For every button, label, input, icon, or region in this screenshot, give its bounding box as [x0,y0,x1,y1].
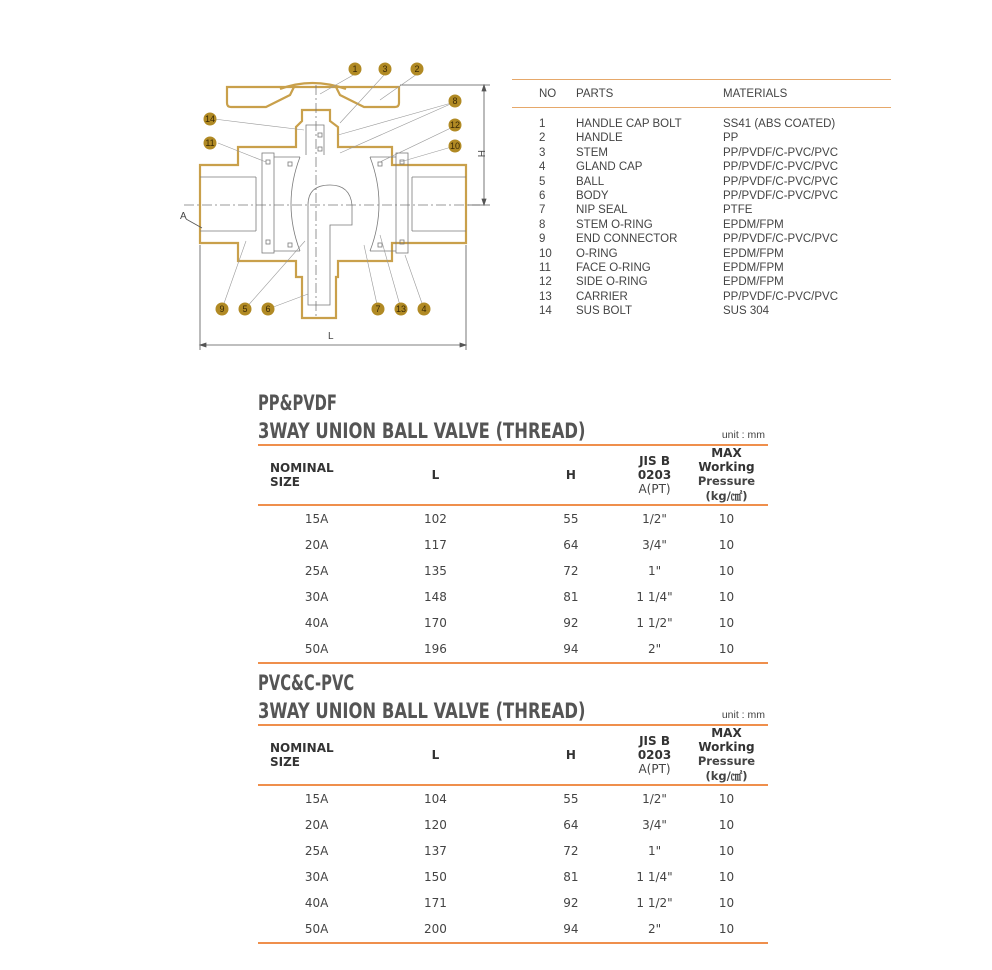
parts-header-materials: MATERIALS [723,87,788,100]
callout-3 [379,63,392,76]
part-name: NIP SEAL [576,204,628,217]
cell-thread-a: 2" [647,642,662,656]
material-title: PVC&C-PVC [258,671,355,695]
valve-body-outline [200,83,466,318]
cell-max-pressure: 10 [718,642,735,656]
header-max-sub: Pressure (kg/㎠) [697,474,756,503]
part-no: 2 [539,132,546,145]
part-material: SUS 304 [723,305,770,318]
material-title: PP&PVDF [258,391,337,415]
part-material: PP/PVDF/C-PVC/PVC [723,146,839,159]
header-jis-label: JIS B 0203 [637,454,672,482]
callout-2 [411,63,424,76]
svg-text:2: 2 [414,64,420,74]
cell-l: 148 [423,590,447,604]
callout-6 [262,303,275,316]
cell-thread-a: 1 1/2" [636,616,673,630]
parts-row [512,160,891,174]
header-nominal-size: NOMINAL SIZE [270,741,334,769]
cell-l: 120 [423,818,447,832]
cell-max-pressure: 10 [718,564,735,578]
part-name: FACE O-RING [576,261,651,274]
product-title: 3WAY UNION BALL VALVE (THREAD) [258,699,586,723]
svg-text:7: 7 [375,304,381,314]
cell-h: 94 [563,922,579,936]
part-name: HANDLE CAP BOLT [576,118,682,130]
svg-text:11: 11 [205,138,215,148]
part-no: 13 [539,290,552,303]
cell-h: 92 [563,896,579,910]
cell-thread-a: 1 1/2" [636,896,673,910]
header-max-pressure [685,445,768,505]
cell-thread-a: 2" [647,922,662,936]
dimension-l-label: L [328,331,334,342]
cell-nominal-size: 20A [304,538,329,552]
unit-label: unit : mm [721,429,765,441]
table-row [258,558,768,584]
cell-h: 72 [563,844,579,858]
cell-l: 104 [423,792,447,806]
product-title: 3WAY UNION BALL VALVE (THREAD) [258,419,586,443]
table-row [258,505,768,532]
part-no: 14 [539,305,552,318]
dimension-h-label: H [475,150,486,158]
cell-h: 55 [563,792,579,806]
header-jis [624,725,685,785]
part-name: O-RING [576,247,618,260]
callout-7 [372,303,385,316]
callout-leader-lines [214,74,458,309]
svg-text:12: 12 [449,120,461,130]
parts-row [512,203,891,217]
parts-header-no: NO [539,87,557,100]
part-material: PP/PVDF/C-PVC/PVC [723,189,839,202]
part-no: 8 [539,218,546,231]
part-no: 11 [539,261,551,274]
svg-text:1: 1 [352,64,358,74]
cell-max-pressure: 10 [718,590,735,604]
part-material: EPDM/FPM [723,218,784,231]
parts-row [512,189,891,203]
svg-text:5: 5 [242,304,248,314]
parts-list-table [512,79,891,318]
header-jis [624,445,685,505]
cell-thread-a: 1 1/4" [636,590,673,604]
header-jis-sub: A(PT) [638,762,671,776]
parts-row [512,275,891,289]
cell-l: 150 [423,870,447,884]
callout-11 [204,137,217,150]
part-material: PP/PVDF/C-PVC/PVC [723,161,839,174]
part-no: 6 [539,189,546,202]
cell-h: 81 [563,870,579,884]
cell-thread-a: 1" [647,844,662,858]
parts-row [512,146,891,160]
table-row [258,636,768,663]
cell-max-pressure: 10 [718,792,735,806]
part-material: PTFE [723,204,753,217]
table-row [258,532,768,558]
part-material: PP/PVDF/C-PVC/PVC [723,290,839,303]
part-no: 9 [539,233,546,246]
cell-h: 94 [563,642,579,656]
cell-nominal-size: 50A [304,922,329,936]
part-name: END CONNECTOR [576,233,678,246]
cell-l: 135 [423,564,447,578]
part-material: PP/PVDF/C-PVC/PVC [723,175,839,188]
header-jis-sub: A(PT) [638,482,671,496]
cell-nominal-size: 25A [304,844,329,858]
cell-nominal-size: 50A [304,642,329,656]
part-name: STEM O-RING [576,218,653,231]
cell-h: 55 [563,512,579,526]
cell-max-pressure: 10 [718,896,735,910]
callout-10 [449,140,462,153]
parts-row [512,247,891,261]
table-row [258,864,768,890]
cell-h: 64 [563,538,579,552]
cell-l: 137 [423,844,447,858]
part-material: EPDM/FPM [723,247,784,260]
header-l: L [431,468,440,482]
part-no: 3 [539,146,546,159]
part-no: 10 [539,247,552,260]
part-material: PP [723,132,739,145]
cell-l: 117 [423,538,447,552]
header-max-label: MAX Working [698,446,755,474]
cell-max-pressure: 10 [718,870,735,884]
part-name: GLAND CAP [576,161,643,174]
header-max-pressure [685,725,768,785]
parts-row [512,232,891,246]
header-h: H [565,748,576,762]
parts-row [512,218,891,232]
part-material: EPDM/FPM [723,276,784,289]
cell-h: 81 [563,590,579,604]
cell-max-pressure: 10 [718,818,735,832]
callout-14 [204,113,217,126]
part-material: PP/PVDF/C-PVC/PVC [723,233,839,246]
cell-nominal-size: 30A [304,590,329,604]
parts-row [512,117,891,131]
cell-l: 196 [423,642,447,656]
dimension-table-header [258,725,768,785]
svg-text:10: 10 [449,141,461,151]
spec-section-pp-pvdf [258,388,768,656]
part-name: STEM [576,146,608,159]
part-name: CARRIER [576,290,628,303]
parts-row [512,261,891,275]
cell-thread-a: 1" [647,564,662,578]
part-name: HANDLE [576,132,623,145]
cell-max-pressure: 10 [718,538,735,552]
svg-text:8: 8 [452,96,458,106]
callout-4 [418,303,431,316]
callout-9 [216,303,229,316]
cell-max-pressure: 10 [718,844,735,858]
part-name: SUS BOLT [576,305,633,318]
part-name: BALL [576,175,605,188]
cell-thread-a: 1 1/4" [636,870,673,884]
cell-l: 102 [423,512,447,526]
parts-header-row [512,80,891,108]
part-name: BODY [576,189,609,202]
dimension-a-label: A [180,211,187,222]
cell-nominal-size: 20A [304,818,329,832]
table-row [258,584,768,610]
callout-13 [395,303,408,316]
header-jis-label: JIS B 0203 [637,734,672,762]
part-no: 12 [539,276,552,289]
cell-thread-a: 1/2" [642,792,667,806]
cell-max-pressure: 10 [718,512,735,526]
cell-max-pressure: 10 [718,922,735,936]
part-no: 7 [539,204,546,217]
part-name: SIDE O-RING [576,276,648,289]
part-no: 5 [539,175,546,188]
part-no: 4 [539,161,546,174]
parts-row [512,304,891,318]
svg-text:3: 3 [382,64,388,74]
dimension-table [258,444,768,664]
cell-max-pressure: 10 [718,616,735,630]
dimension-table-header [258,445,768,505]
header-h: H [565,468,576,482]
unit-label: unit : mm [721,709,765,721]
cell-nominal-size: 15A [304,792,329,806]
table-row [258,812,768,838]
callout-5 [239,303,252,316]
dimension-table [258,724,768,944]
cell-nominal-size: 30A [304,870,329,884]
parts-header-parts: PARTS [576,87,614,100]
part-material: SS41 (ABS COATED) [723,118,836,130]
cell-h: 72 [563,564,579,578]
valve-cross-section-diagram [180,55,500,355]
cell-nominal-size: 40A [304,616,329,630]
parts-rows [512,108,891,318]
svg-text:4: 4 [421,304,427,314]
header-l: L [431,748,440,762]
spec-section-pvc-cpvc [258,668,768,936]
header-nominal-size: NOMINAL SIZE [270,461,334,489]
parts-row [512,175,891,189]
cell-h: 92 [563,616,579,630]
table-row [258,610,768,636]
cell-nominal-size: 25A [304,564,329,578]
valve-internal-lines [184,85,480,317]
cell-h: 64 [563,818,579,832]
part-no: 1 [539,118,546,130]
part-material: EPDM/FPM [723,261,784,274]
parts-row [512,131,891,145]
callout-1 [349,63,362,76]
cell-l: 170 [423,616,447,630]
parts-row [512,290,891,304]
header-max-sub: Pressure (kg/㎠) [697,754,756,783]
svg-text:6: 6 [265,304,271,314]
table-row [258,916,768,943]
callout-8 [449,95,462,108]
svg-text:13: 13 [395,304,407,314]
table-row [258,890,768,916]
header-max-label: MAX Working [698,726,755,754]
cell-thread-a: 1/2" [642,512,667,526]
dimension-lines [186,85,490,350]
table-row [258,785,768,812]
table-row [258,838,768,864]
callout-12 [449,119,462,132]
cell-l: 200 [423,922,447,936]
svg-text:9: 9 [219,304,225,314]
cell-thread-a: 3/4" [642,538,667,552]
cell-nominal-size: 40A [304,896,329,910]
cell-nominal-size: 15A [304,512,329,526]
cell-thread-a: 3/4" [642,818,667,832]
svg-text:14: 14 [204,114,216,124]
cell-l: 171 [423,896,447,910]
